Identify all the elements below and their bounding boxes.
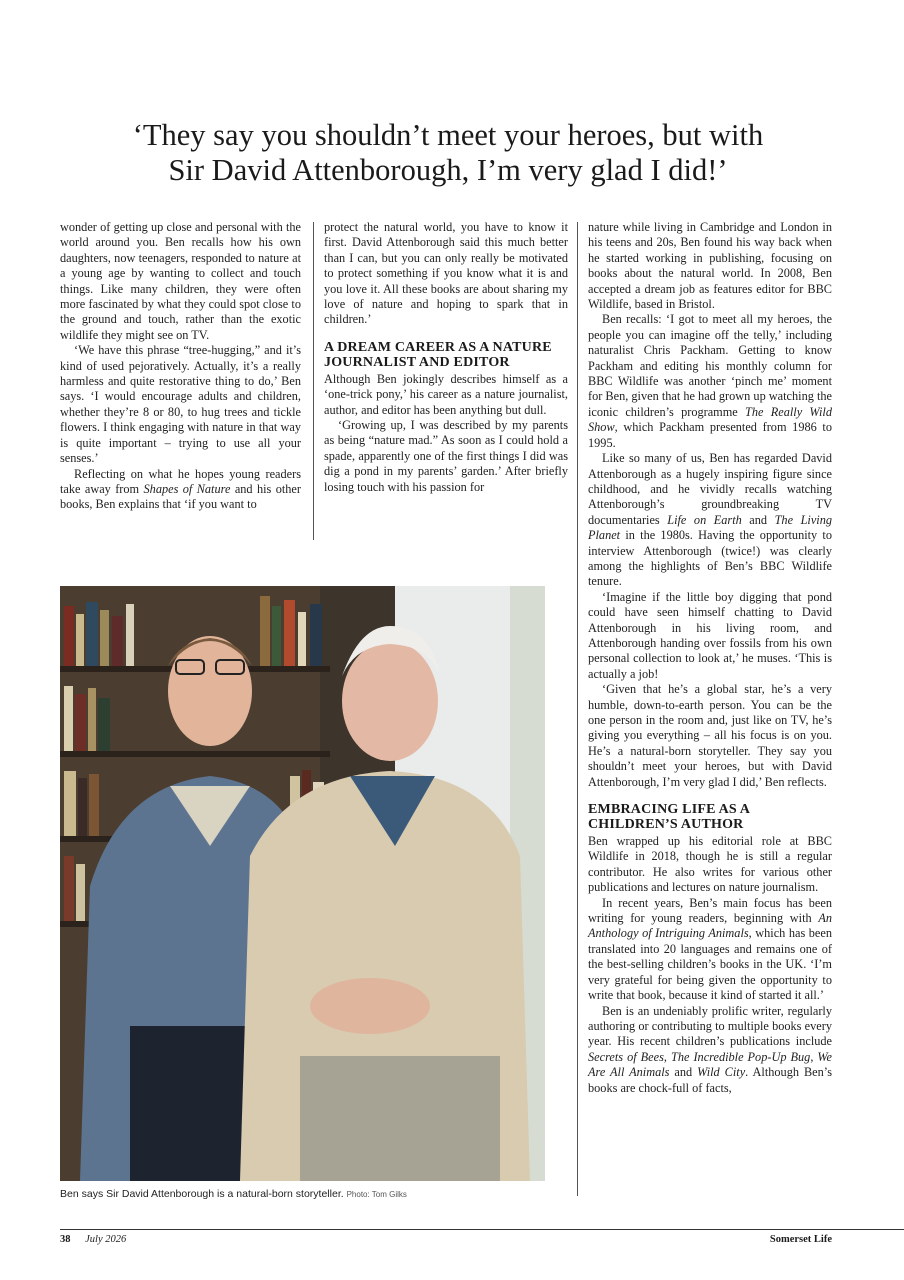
- magazine-name: Somerset Life: [769, 1234, 832, 1245]
- article-photo: [60, 586, 545, 1181]
- page-number: 38: [60, 1234, 71, 1245]
- paragraph: ‘Given that he’s a global star, he’s a very humble, down-to-earth person. You can be the one person in the room and, just like on TV, he’s giving you everything – all his focus is on you. He’s a natural-born storyteller. They say you shouldn’t meet your heroes, but with David Attenborough, I’m very glad I did,’ Ben reflects.: [588, 682, 832, 789]
- paragraph: In recent years, Ben’s main focus has been writing for young readers, beginning with An Anthology of Intriguing Animals, which has been translated into 20 languages and remains one of the best-selling children’s books in the UK. ‘I’m very grateful for being given the opportunity to write that book, because it kind of started it all.’: [588, 895, 832, 1003]
- photo-caption: [60, 1188, 560, 1200]
- programme-title: The Living Planet: [588, 512, 833, 543]
- book-title: Shapes of Nature: [143, 481, 231, 496]
- programme-title: The Really Wild Show: [588, 404, 832, 435]
- paragraph: Although Ben jokingly describes himself as a ‘one-trick pony,’ his career as a nature journalist, author, and editor has been anything but dull.: [324, 371, 568, 417]
- article-column-3: [588, 220, 832, 1096]
- pull-quote-line-1: ‘They say you shouldn’t meet your heroes, but with: [132, 118, 764, 152]
- paragraph: Ben wrapped up his editorial role at BBC Wildlife in 2018, though he is still a regular contributor. He also writes for various other publications and lectures on nature journalism.: [588, 834, 832, 895]
- paragraph: Ben recalls: ‘I got to meet all my heroes, the people you can imagine off the telly,’ including naturalist Chris Packham. Getting to know Packham and editing his monthly column for BBC Wildlife was another ‘pinch me’ moment for Ben, given that he had grown up watching the iconic children’s programme The Really Wild Show, which Packham presented from 1986 to 1995.: [588, 312, 832, 450]
- paragraph: ‘Growing up, I was described by my parents as being “nature mad.” As soon as I could hold a spade, apparently one of the first things I did was dig a pond in my parents’ garden.’ After briefly losing touch with his passion for: [324, 418, 568, 494]
- footer-rule: [60, 1229, 904, 1230]
- paragraph: ‘We have this phrase “tree-hugging,” and it’s kind of used pejoratively. Actually, it’s a really harmless and quite restorative thing to do,’ Ben says. ‘I would encourage adults and children, whether they’re 8 or 80, to hug trees and tickle flowers. I think engaging with nature in that way is quite important – trying to use all your senses.’: [60, 343, 301, 466]
- paragraph: Like so many of us, Ben has regarded David Attenborough as a hugely inspiring figure since childhood, and he vividly recalls watching Attenborough’s groundbreaking TV documentaries Life on Earth and The Living Planet in the 1980s. Having the opportunity to interview Attenborough (twice!) was clearly among the highlights of Ben’s BBC Wildlife tenure.: [588, 451, 833, 589]
- programme-title: Life on Earth: [667, 512, 742, 527]
- section-heading: A DREAM CAREER AS A NATURE JOURNALIST AND EDITOR: [324, 339, 552, 370]
- issue-date: July 2026: [85, 1234, 127, 1245]
- paragraph: Reflecting on what he hopes young readers take away from Shapes of Nature and his other books, Ben explains that ‘if you want to: [60, 466, 301, 512]
- paragraph: wonder of getting up close and personal with the world around you. Ben recalls how his own daughters, now teenagers, responded to nature at a young age by wanting to collect and touch things. Like many children, they were often more fascinated by what they could spot close to the ground and touch, rather than the exotic wildlife they might see on TV.: [60, 220, 301, 342]
- book-title: Wild City: [697, 1065, 746, 1080]
- pull-quote: [60, 118, 836, 188]
- column-divider: [577, 222, 578, 1196]
- article-column-1: [60, 220, 301, 513]
- page-folio: [60, 1234, 126, 1245]
- pull-quote-line-2: Sir David Attenborough, I’m very glad I did!’: [168, 153, 728, 187]
- column-divider: [313, 222, 314, 540]
- caption-text: Ben says Sir David Attenborough is a natural-born storyteller.: [60, 1188, 344, 1200]
- section-heading: EMBRACING LIFE AS A CHILDREN’S AUTHOR: [588, 802, 750, 833]
- paragraph: Ben is an undeniably prolific writer, regularly authoring or contributing to multiple books every year. His recent children’s publications include Secrets of Bees, The Incredible Pop-Up Bug, We Are All Animals and Wild City. Although Ben’s books are chock-full of facts,: [588, 1003, 832, 1095]
- book-title: The Incredible Pop-Up Bug: [670, 1049, 811, 1064]
- paragraph: protect the natural world, you have to know it first. David Attenborough said this much better than I can, but you can only really be motivated to protect something if you know what it is and you love it. All these books are about sharing my love of nature and hoping to spark that in children.’: [324, 220, 568, 327]
- photo-credit: Photo: Tom Gilks: [346, 1190, 407, 1199]
- book-title: An Anthology of Intriguing Animals: [588, 911, 832, 941]
- book-title: We Are All Animals: [588, 1049, 832, 1080]
- paragraph: ‘Imagine if the little boy digging that pond could have seen himself chatting to David Attenborough in his living room, and Attenborough handing over fossils from his own personal collection to look at,’ he muses. ‘This is actually a job!: [588, 589, 832, 681]
- paragraph: nature while living in Cambridge and London in his teens and 20s, Ben found his way back when he started working in publishing, focusing on books about the natural world. In 2008, Ben accepted a dream job as features editor for BBC Wildlife, based in Bristol.: [588, 220, 832, 312]
- book-title: Secrets of Bees: [588, 1049, 664, 1064]
- article-column-2: [324, 220, 568, 495]
